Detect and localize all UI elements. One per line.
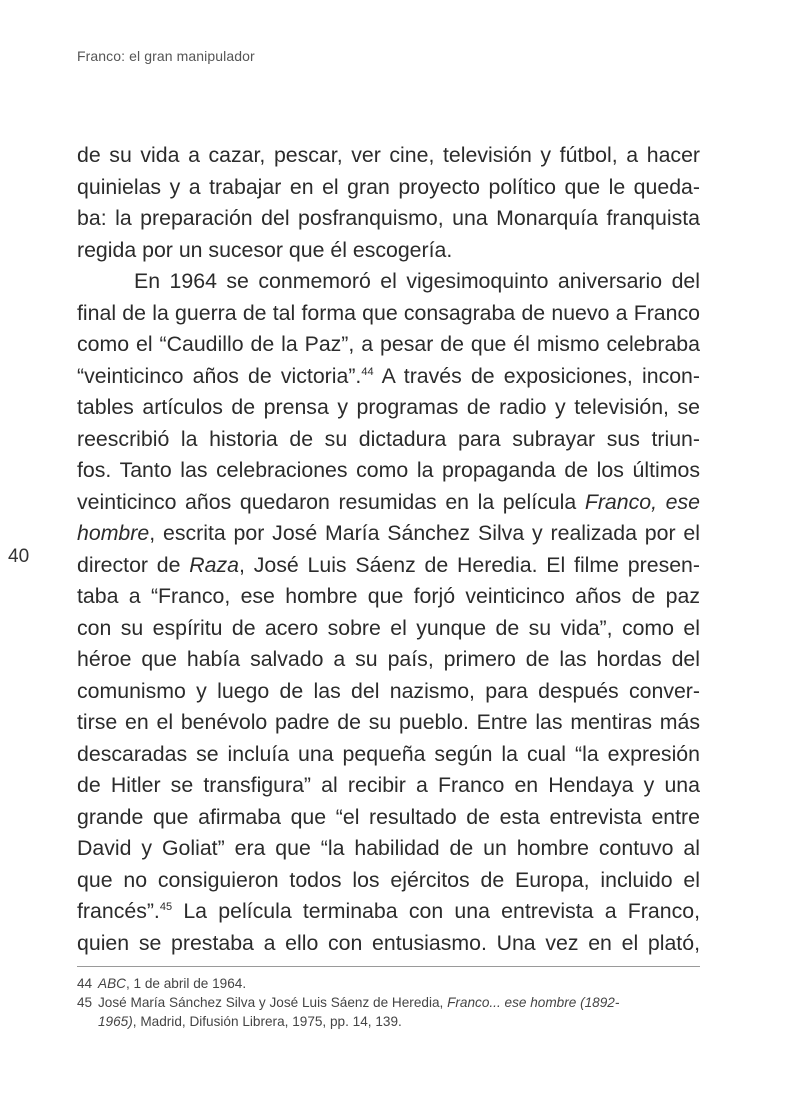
text-line bbox=[77, 865, 700, 897]
text-line bbox=[77, 424, 700, 456]
line-text: La película terminaba con una entrevista a Franco, bbox=[172, 899, 700, 923]
line-text: taba a “Franco, ese hombre que forjó veinticinco años de paz bbox=[77, 584, 700, 608]
line-text: David y Goliat” era que “la habilidad de un hombre contuvo al bbox=[77, 836, 700, 860]
footnote-body bbox=[98, 993, 700, 1031]
text-line bbox=[77, 833, 700, 865]
line-text: , escrita por José María Sánchez Silva y realizada por el bbox=[149, 521, 700, 545]
text-line bbox=[77, 550, 700, 582]
footnote bbox=[77, 974, 700, 993]
text-line bbox=[77, 455, 700, 487]
text-line bbox=[77, 203, 700, 235]
italic-span: hombre bbox=[77, 521, 150, 545]
line-text: veinticinco años quedaron resumidas en la película bbox=[77, 489, 585, 514]
line-text: , Madrid, Difusión Librera, 1975, pp. 14, 139. bbox=[132, 1014, 402, 1029]
line-text: como el “Caudillo de la Paz”, a pesar de que él mismo celebraba bbox=[77, 332, 700, 356]
body-text bbox=[77, 140, 700, 959]
line-text: José María Sánchez Silva y José Luis Sáenz de Heredia, bbox=[98, 995, 448, 1010]
text-line bbox=[77, 235, 700, 267]
footnote bbox=[77, 993, 700, 1031]
line-text: En 1964 se conmemoró el vigesimoquinto aniversario del bbox=[134, 269, 700, 293]
text-line bbox=[77, 739, 700, 771]
text-line bbox=[77, 266, 700, 298]
line-text: descaradas se incluía una pequeña según la cual “la expresión bbox=[77, 741, 700, 766]
line-text: fos. Tanto las celebraciones como la propaganda de los últimos bbox=[77, 458, 700, 482]
italic-span: Raza bbox=[189, 552, 240, 577]
line-text: con su espíritu de acero sobre el yunque de su vida”, como el bbox=[77, 615, 700, 640]
line-text: comunismo y luego de las del nazismo, para después conver- bbox=[77, 678, 700, 703]
footnote-line bbox=[98, 993, 700, 1012]
line-text: quinielas y a trabajar en el gran proyecto político que le queda- bbox=[77, 174, 700, 199]
line-text: de su vida a cazar, pescar, ver cine, televisión y fútbol, a hacer bbox=[77, 143, 700, 167]
text-line bbox=[77, 770, 700, 802]
line-text: que no consiguieron todos los ejércitos de Europa, incluido el bbox=[77, 867, 700, 892]
text-line bbox=[77, 361, 700, 393]
running-header: Franco: el gran manipulador bbox=[77, 48, 255, 64]
footnote-number: 45 bbox=[77, 995, 93, 1010]
text-line bbox=[77, 298, 700, 330]
footnote-line bbox=[98, 1012, 700, 1031]
line-text: , 1 de abril de 1964. bbox=[125, 976, 247, 991]
line-text: A través de exposiciones, incon- bbox=[373, 363, 700, 388]
italic-span: Franco... ese hombre (1892- bbox=[447, 995, 620, 1010]
footnote-line bbox=[98, 974, 700, 993]
text-line bbox=[77, 644, 700, 676]
line-text: “veinticinco años de victoria”. bbox=[77, 363, 362, 388]
text-line bbox=[77, 707, 700, 739]
line-text: regida por un sucesor que él escogería. bbox=[77, 237, 453, 262]
text-line bbox=[77, 172, 700, 204]
text-line bbox=[77, 487, 700, 519]
text-line bbox=[77, 581, 700, 613]
line-text: ba: la preparación del posfranquismo, una Monarquía franquista bbox=[77, 206, 700, 230]
line-text: tables artículos de prensa y programas de radio y televisión, se bbox=[77, 395, 700, 419]
line-text: final de la guerra de tal forma que consagraba de nuevo a Franco bbox=[77, 300, 700, 325]
text-line bbox=[77, 896, 700, 928]
text-line bbox=[77, 802, 700, 834]
text-line bbox=[77, 392, 700, 424]
italic-span: Franco, ese bbox=[584, 489, 700, 514]
line-text: de Hitler se transfigura” al recibir a Franco en Hendaya y una bbox=[77, 773, 700, 797]
line-text: tirse en el benévolo padre de su pueblo. Entre las mentiras más bbox=[77, 710, 700, 734]
italic-span: 1965) bbox=[98, 1014, 133, 1029]
line-text: director de bbox=[77, 552, 190, 577]
text-line bbox=[77, 676, 700, 708]
text-line bbox=[77, 140, 700, 172]
footnote-rule bbox=[77, 966, 700, 967]
footnotes bbox=[77, 974, 700, 1031]
footnote-number: 44 bbox=[77, 976, 93, 991]
text-line bbox=[77, 928, 700, 960]
footnote-body bbox=[98, 974, 700, 993]
line-text: francés”. bbox=[77, 899, 160, 923]
footnote-ref: 45 bbox=[159, 901, 173, 913]
italic-span: ABC bbox=[98, 976, 126, 991]
text-line bbox=[77, 518, 700, 550]
line-text: héroe que había salvado a su país, primero de las hordas del bbox=[77, 647, 700, 671]
line-text: , José Luis Sáenz de Heredia. El filme presen- bbox=[239, 552, 700, 577]
footnote-ref: 44 bbox=[361, 365, 374, 378]
line-text: reescribió la historia de su dictadura para subrayar sus triun- bbox=[77, 426, 700, 451]
text-line bbox=[77, 329, 700, 361]
line-text: grande que afirmaba que “el resultado de esta entrevista entre bbox=[77, 804, 700, 829]
margin-line-number: 40 bbox=[8, 546, 30, 567]
line-text: quien se prestaba a ello con entusiasmo. Una vez en el plató, bbox=[77, 930, 700, 955]
text-line bbox=[77, 613, 700, 645]
